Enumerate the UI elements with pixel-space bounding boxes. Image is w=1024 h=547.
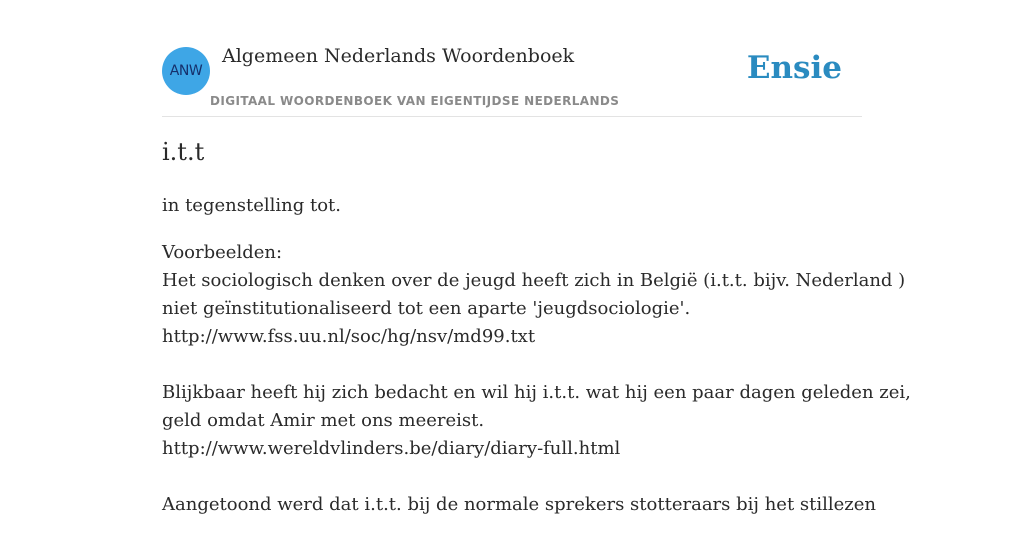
entry-definition: in tegenstelling tot.	[162, 195, 341, 216]
example-text-line: Blijkbaar heeft hij zich bedacht en wil hij i.t.t. wat hij een paar dagen geleden zei,	[162, 382, 911, 403]
example-item	[162, 267, 906, 351]
page	[162, 0, 911, 515]
example-source-link[interactable]: http://www.fss.uu.nl/soc/hg/nsv/md99.txt	[162, 326, 536, 347]
example-text-line: niet geïnstitutionaliseerd tot een aparte 'jeugdsociologie'.	[162, 298, 691, 319]
entry-term: i.t.t	[162, 138, 205, 166]
ensie-brand-link[interactable]: Ensie	[746, 50, 842, 86]
examples-section	[162, 239, 911, 547]
example-source-link[interactable]: http://www.wereldvlinders.be/diary/diary-full.html	[162, 438, 621, 459]
example-item	[162, 491, 877, 519]
example-item	[162, 379, 911, 463]
example-text-line: Aangetoond werd dat i.t.t. bij de normale sprekers stotteraars bij het stillezen	[162, 494, 877, 515]
site-title-link[interactable]: Algemeen Nederlands Woordenboek	[222, 45, 575, 67]
site-header	[162, 0, 862, 117]
example-text-line: Het sociologisch denken over de jeugd heeft zich in België (i.t.t. bijv. Nederland )	[162, 270, 906, 291]
site-subtitle: DIGITAAL WOORDENBOEK VAN EIGENTIJDSE NEDERLANDS	[210, 94, 620, 108]
logo-text: ANW	[169, 63, 203, 79]
example-text-line: geld omdat Amir met ons meereist.	[162, 410, 485, 431]
examples-label: Voorbeelden:	[162, 242, 283, 263]
anw-logo[interactable]	[162, 47, 210, 95]
